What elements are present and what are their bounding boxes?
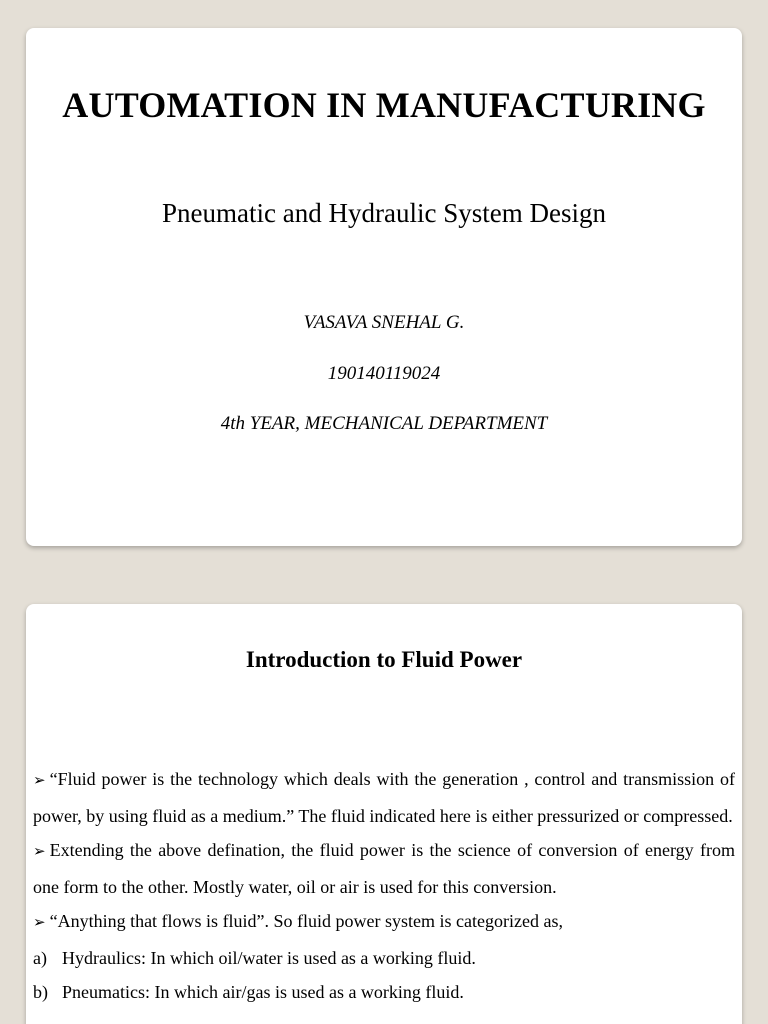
arrow-bullet-icon: ➢ bbox=[33, 844, 46, 860]
list-item-text: Hydraulics: In which oil/water is used as a working fluid. bbox=[62, 947, 476, 968]
author-name: VASAVA SNEHAL G. bbox=[303, 312, 465, 333]
enrollment-number: 190140119024 bbox=[327, 363, 441, 384]
list-marker: a) bbox=[33, 947, 47, 968]
paragraph-text: “Anything that flows is fluid”. So fluid power system is categorized as, bbox=[49, 911, 563, 931]
title-slide bbox=[26, 28, 742, 546]
bullet-paragraph bbox=[33, 904, 735, 941]
list-item bbox=[33, 975, 735, 1010]
list-item bbox=[33, 941, 735, 976]
arrow-bullet-icon: ➢ bbox=[33, 773, 46, 789]
paragraph-text: Extending the above defination, the fluid power is the science of conversion of energy from one form to the other. Mostly water, oil or air is used for this conversion. bbox=[33, 840, 735, 897]
bullet-paragraph bbox=[33, 833, 735, 904]
presentation-title: AUTOMATION IN MANUFACTURING bbox=[62, 85, 706, 125]
slide-body bbox=[33, 762, 735, 1010]
list-marker: b) bbox=[33, 982, 48, 1002]
presentation-subtitle: Pneumatic and Hydraulic System Design bbox=[162, 198, 606, 228]
arrow-bullet-icon: ➢ bbox=[33, 915, 46, 931]
paragraph-text: “Fluid power is the technology which deals with the generation , control and transmission of power, by using fluid as a medium.” The fluid indicated here is either pressurized or compressed. bbox=[33, 769, 735, 826]
bullet-paragraph bbox=[33, 762, 735, 833]
list-item-text: Pneumatics: In which air/gas is used as a working fluid. bbox=[62, 982, 464, 1002]
content-slide bbox=[26, 604, 742, 1024]
slide-heading: Introduction to Fluid Power bbox=[245, 647, 523, 672]
author-department: 4th YEAR, MECHANICAL DEPARTMENT bbox=[220, 413, 548, 434]
